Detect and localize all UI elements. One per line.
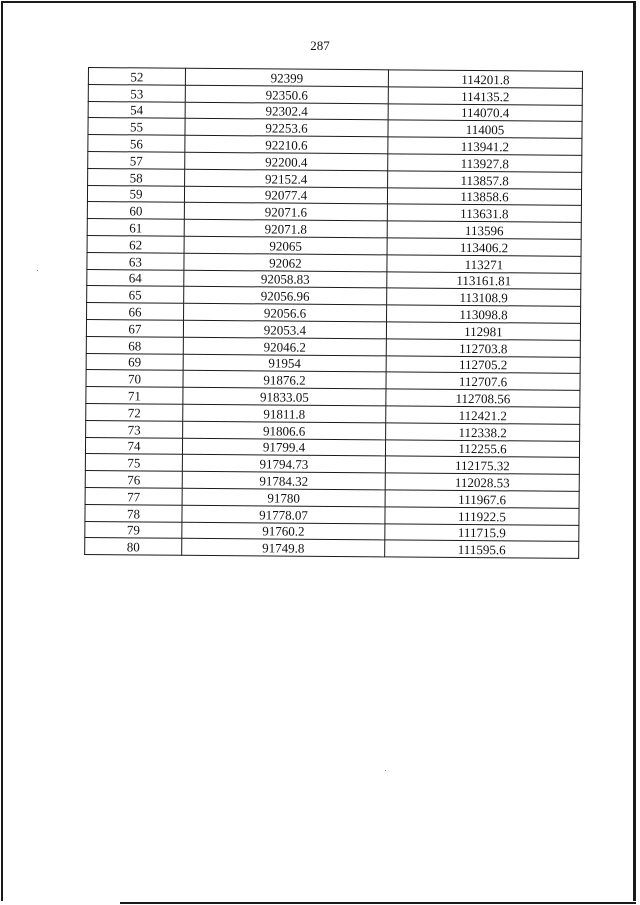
row-index-cell: 74 [85,437,182,455]
value-cell-b: 113941.2 [388,137,582,155]
value-cell-a: 92210.6 [185,135,388,153]
value-cell-b: 112981 [386,322,580,340]
value-cell-a: 92399 [185,68,388,86]
value-cell-b: 113406.2 [387,238,581,256]
row-index-cell: 70 [86,370,183,388]
value-cell-a: 91794.73 [182,455,385,473]
scan-speck [385,770,386,771]
value-cell-a: 92065 [184,236,387,254]
value-cell-a: 92077.4 [184,186,387,204]
row-index-cell: 78 [85,504,182,522]
value-cell-b: 111967.6 [385,490,579,508]
row-index-cell: 54 [88,101,185,119]
value-cell-a: 92071.8 [184,219,387,237]
value-cell-b: 114070.4 [388,103,582,121]
value-cell-b: 112705.2 [386,355,580,373]
row-index-cell: 67 [86,319,183,337]
value-cell-b: 114005 [388,120,582,138]
data-table [84,67,583,559]
row-index-cell: 65 [87,286,184,304]
value-cell-a: 92046.2 [183,337,386,355]
value-cell-a: 91749.8 [182,539,385,557]
value-cell-b: 113596 [387,221,581,239]
data-table-container [84,67,582,559]
value-cell-a: 92058.83 [184,270,387,288]
value-cell-a: 92062 [184,253,387,271]
row-index-cell: 56 [88,135,185,153]
value-cell-a: 92053.4 [183,320,386,338]
value-cell-b: 114135.2 [388,87,582,105]
value-cell-a: 92056.96 [184,287,387,305]
row-index-cell: 59 [87,185,184,203]
row-index-cell: 71 [86,387,183,405]
row-index-cell: 75 [85,454,182,472]
value-cell-a: 91760.2 [182,522,385,540]
row-index-cell: 68 [86,336,183,354]
value-cell-a: 91811.8 [183,404,386,422]
value-cell-a: 91780 [182,488,385,506]
value-cell-b: 113108.9 [387,288,581,306]
value-cell-a: 91784.32 [182,471,385,489]
table-row [85,538,579,559]
value-cell-b: 113271 [387,255,581,273]
value-cell-a: 92253.6 [185,119,388,137]
value-cell-a: 91778.07 [182,505,385,523]
row-index-cell: 77 [85,487,182,505]
row-index-cell: 52 [88,68,185,86]
value-cell-a: 92056.6 [184,303,387,321]
row-index-cell: 69 [86,353,183,371]
row-index-cell: 58 [88,168,185,186]
value-cell-b: 112175.32 [385,456,579,474]
value-cell-b: 112028.53 [385,473,579,491]
value-cell-a: 91833.05 [183,387,386,405]
row-index-cell: 57 [88,151,185,169]
row-index-cell: 73 [86,420,183,438]
value-cell-b: 111922.5 [385,507,579,525]
page-number: 287 [310,38,330,53]
value-cell-b: 114201.8 [388,70,582,88]
row-index-cell: 64 [87,269,184,287]
row-index-cell: 79 [85,521,182,539]
value-cell-b: 113098.8 [387,305,581,323]
row-index-cell: 76 [85,471,182,489]
value-cell-b: 112421.2 [386,406,580,424]
value-cell-a: 91954 [183,354,386,372]
value-cell-b: 113857.8 [388,171,582,189]
scan-speck [37,270,38,271]
row-index-cell: 55 [88,118,185,136]
value-cell-b: 113858.6 [387,187,581,205]
value-cell-b: 111715.9 [385,523,579,541]
value-cell-b: 113927.8 [388,154,582,172]
row-index-cell: 63 [87,252,184,270]
value-cell-a: 92302.4 [185,102,388,120]
row-index-cell: 80 [85,538,182,556]
row-index-cell: 61 [87,219,184,237]
row-index-cell: 72 [86,403,183,421]
value-cell-b: 112707.6 [386,372,580,390]
bottom-rule [120,902,636,904]
value-cell-b: 112338.2 [386,423,580,441]
value-cell-b: 112708.56 [386,389,580,407]
value-cell-b: 112255.6 [385,439,579,457]
value-cell-a: 91876.2 [183,371,386,389]
value-cell-a: 91799.4 [182,438,385,456]
table-body [85,68,583,559]
value-cell-b: 113631.8 [387,204,581,222]
value-cell-a: 92152.4 [185,169,388,187]
value-cell-b: 113161.81 [387,271,581,289]
value-cell-a: 92071.6 [184,203,387,221]
value-cell-a: 91806.6 [183,421,386,439]
row-index-cell: 60 [87,202,184,220]
row-index-cell: 53 [88,84,185,102]
row-index-cell: 66 [87,303,184,321]
value-cell-a: 92350.6 [185,85,388,103]
value-cell-b: 111595.6 [385,540,579,558]
row-index-cell: 62 [87,235,184,253]
value-cell-a: 92200.4 [185,152,388,170]
value-cell-b: 112703.8 [386,339,580,357]
